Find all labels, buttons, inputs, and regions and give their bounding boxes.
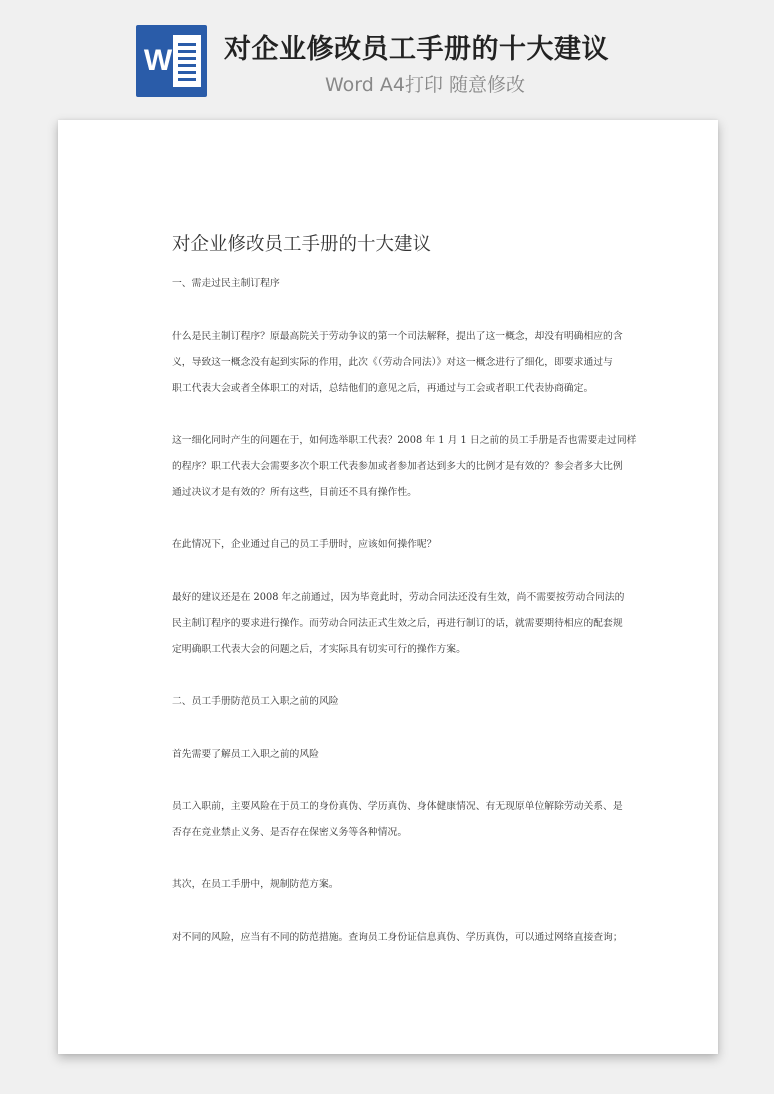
- text-line: 职工代表大会或者全体职工的对话，总结他们的意见之后，再通过与工会或者职工代表协商确定。: [172, 383, 594, 394]
- word-letter: W: [143, 44, 173, 77]
- paragraph: [172, 925, 623, 951]
- text-line: 二、员工手册防范员工入职之前的风险: [172, 696, 339, 707]
- text-line: 的程序？职工代表大会需要多次个职工代表参加或者参加者达到多大的比例才是有效的？参会者多大比例: [172, 461, 623, 472]
- watermark: ​: [25, 925, 51, 950]
- text-line: 在此情况下，企业通过自己的员工手册时，应该如何操作呢？: [172, 539, 437, 550]
- text-line: 否存在竞业禁止义务、是否存在保密义务等各种情况。: [172, 827, 408, 838]
- text-line: 对不同的风险，应当有不同的防范措施。查询员工身份证信息真伪、学历真伪，可以通过网络直接查询；: [172, 932, 623, 943]
- paragraph: [172, 428, 637, 506]
- text-line: 这一细化同时产生的问题在于，如何选举职工代表？2008 年 1 月 1 日之前的员工手册是否也需要走过同样: [172, 435, 637, 446]
- text-line: 义，导致这一概念没有起到实际的作用，此次《（劳动合同法）》对这一概念进行了细化，即要求通过与: [172, 357, 613, 368]
- paragraph: [172, 794, 623, 846]
- paragraph: [172, 324, 623, 402]
- paragraph: [172, 872, 604, 898]
- text-line: 首先需要了解员工入职之前的风险: [172, 749, 319, 760]
- text-line: 员工入职前，主要风险在于员工的身份真伪、学历真伪、身体健康情况、有无现原单位解除劳动关系、是: [172, 801, 623, 812]
- paragraph: [172, 271, 604, 297]
- paragraph: [172, 689, 604, 715]
- paragraph: [172, 532, 604, 558]
- text-line: 什么是民主制订程序？原最高院关于劳动争议的第一个司法解释，提出了这一概念，却没有明确相应的含: [172, 331, 623, 342]
- watermark: ​: [465, 905, 491, 930]
- text-line: 其次，在员工手册中，规制防范方案。: [172, 879, 339, 890]
- page-header: [0, 0, 774, 110]
- paragraph: [172, 742, 604, 768]
- watermark: ​: [545, 485, 571, 510]
- header-subtitle: Word A4打印 随意修改: [325, 74, 526, 96]
- paragraph: [172, 585, 625, 663]
- header-title: 对企业修改员工手册的十大建议: [224, 34, 609, 65]
- text-line: 一、需走过民主制订程序: [172, 278, 280, 289]
- document-page: [25, 120, 718, 1054]
- word-doc-icon: [136, 25, 207, 97]
- doc-lines-icon: [173, 35, 201, 87]
- watermark: ​: [85, 485, 111, 510]
- text-line: 最好的建议还是在 2008 年之前通过，因为毕竟此时，劳动合同法还没有生效，尚不需要按劳动合同法的: [172, 592, 625, 603]
- text-line: 通过决议才是有效的？所有这些，目前还不具有操作性。: [172, 487, 417, 498]
- document-title: 对企业修改员工手册的十大建议: [172, 234, 432, 255]
- text-line: 民主制订程序的要求进行操作。而劳动合同法正式生效之后，再进行制订的话，就需要期待相应的配套规: [172, 618, 623, 629]
- text-line: 定明确职工代表大会的问题之后，才实际具有切实可行的操作方案。: [172, 644, 466, 655]
